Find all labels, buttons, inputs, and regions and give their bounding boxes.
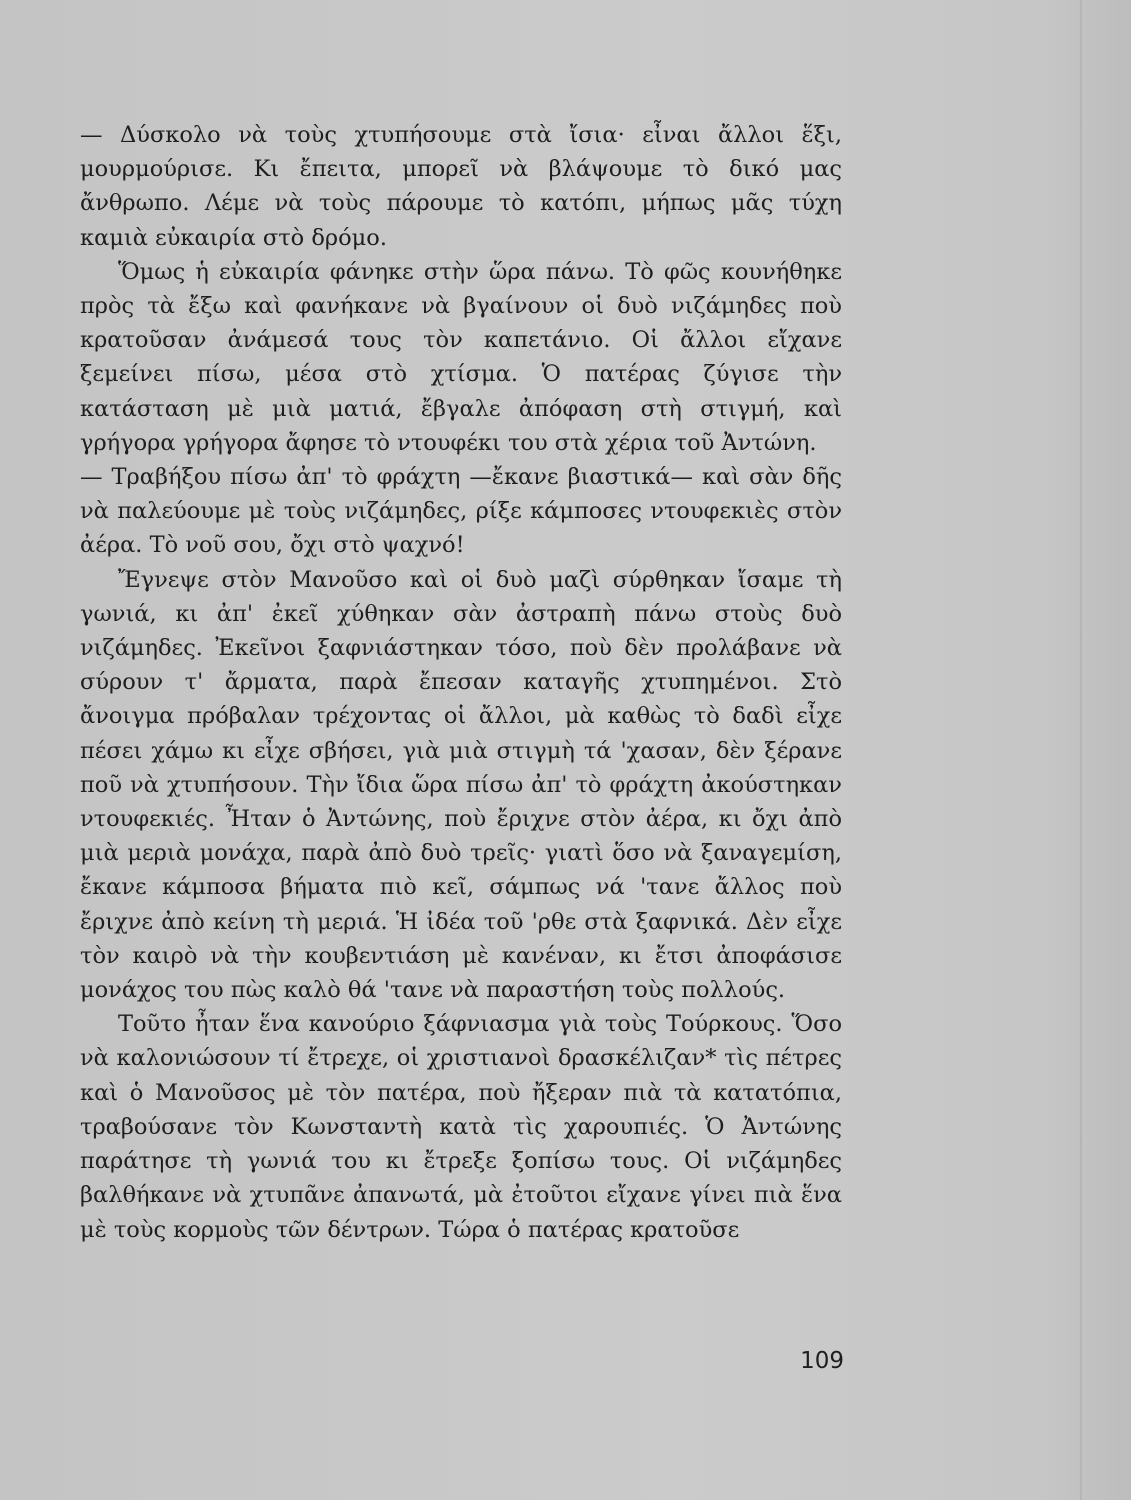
body-text bbox=[80, 118, 842, 1247]
page-edge-divider bbox=[1080, 0, 1082, 1500]
paragraph-2: Ὅμως ἡ εὐκαιρία φάνηκε στὴν ὥρα πάνω. Τὸ φῶς κουνήθηκε πρὸς τὰ ἔξω καὶ φανήκανε νὰ βγαίνουν οἱ δυὸ νιζάμηδες ποὺ κρατοῦσαν ἀνάμεσά τους τὸν καπετάνιο. Οἱ ἄλλοι εἴχανε ξεμείνει πίσω, μέσα στὸ χτίσμα. Ὁ πατέρας ζύγισε τὴν κατάσταση μὲ μιὰ ματιά, ἔβγαλε ἀπόφαση στὴ στιγμή, καὶ γρήγορα γρήγορα ἄφησε τὸ ντουφέκι του στὰ χέρια τοῦ Ἀντώνη. bbox=[80, 258, 842, 456]
paragraph-1: — Δύσκολο νὰ τοὺς χτυπήσουμε στὰ ἴσια· εἶναι ἄλλοι ἕξι, μουρμούρισε. Κι ἔπειτα, μπορεῖ νὰ βλάψουμε τὸ δικό μας ἄνθρωπο. Λέμε νὰ τοὺς πάρουμε τὸ κατόπι, μήπως μᾶς τύχη καμιὰ εὐκαιρία στὸ δρόμο. bbox=[80, 122, 842, 251]
page-number: 109 bbox=[800, 1348, 844, 1374]
paragraph-5: Τοῦτο ἦταν ἕνα κανούριο ξάφνιασμα γιὰ τοὺς Τούρκους. Ὅσο νὰ καλονιώσουν τί ἔτρεχε, οἱ χριστιανοὶ δρασκέλιζαν* τὶς πέτρες καὶ ὁ Μανοῦσος μὲ τὸν πατέρα, ποὺ ἤξεραν πιὰ τὰ κατατόπια, τραβούσανε τὸν Κωνσταντὴ κατὰ τὶς χαρουπιές. Ὁ Ἀντώνης παράτησε τὴ γωνιά του κι ἔτρεξε ξοπίσω τους. Οἱ νιζάμηδες βαλθήκανε νὰ χτυπᾶνε ἀπανωτά, μὰ ἐτοῦτοι εἴχανε γίνει πιὰ ἕνα μὲ τοὺς κορμοὺς τῶν δέντρων. Τώρα ὁ πατέρας κρατοῦσε bbox=[80, 1011, 842, 1243]
paragraph-3: — Τραβήξου πίσω ἀπ' τὸ φράχτη —ἔκανε βιαστικά— καὶ σὰν δῆς νὰ παλεύουμε μὲ τοὺς νιζάμηδες, ρίξε κάμποσες ντουφεκιὲς στὸν ἀέρα. Τὸ νοῦ σου, ὄχι στὸ ψαχνό! bbox=[80, 464, 842, 559]
paragraph-4: Ἔγνεψε στὸν Μανοῦσο καὶ οἱ δυὸ μαζὶ σύρθηκαν ἴσαμε τὴ γωνιά, κι ἀπ' ἐκεῖ χύθηκαν σὰν ἀστραπὴ πάνω στοὺς δυὸ νιζάμηδες. Ἐκεῖνοι ξαφνιάστηκαν τόσο, ποὺ δὲν προλάβανε νὰ σύρουν τ' ἄρματα, παρὰ ἔπεσαν καταγῆς χτυπημένοι. Στὸ ἄνοιγμα πρόβαλαν τρέχοντας οἱ ἄλλοι, μὰ καθὼς τὸ δαδὶ εἶχε πέσει χάμω κι εἶχε σβήσει, γιὰ μιὰ στιγμὴ τά 'χασαν, δὲν ξέρανε ποῦ νὰ χτυπήσουν. Τὴν ἴδια ὥρα πίσω ἀπ' τὸ φράχτη ἀκούστηκαν ντουφεκιές. Ἦταν ὁ Ἀντώνης, ποὺ ἔριχνε στὸν ἀέρα, κι ὄχι ἀπὸ μιὰ μεριὰ μονάχα, παρὰ ἀπὸ δυὸ τρεῖς· γιατὶ ὅσο νὰ ξαναγεμίση, ἔκανε κάμποσα βήματα πιὸ κεῖ, σάμπως νά 'τανε ἄλλος ποὺ ἔριχνε ἀπὸ κείνη τὴ μεριά. Ἡ ἰδέα τοῦ 'ρθε στὰ ξαφνικά. Δὲν εἶχε τὸν καιρὸ νὰ τὴν κουβεντιάση μὲ κανέναν, κι ἔτσι ἀποφάσισε μονάχος του πὼς καλὸ θά 'τανε νὰ παραστήση τοὺς πολλούς. bbox=[80, 566, 842, 1004]
